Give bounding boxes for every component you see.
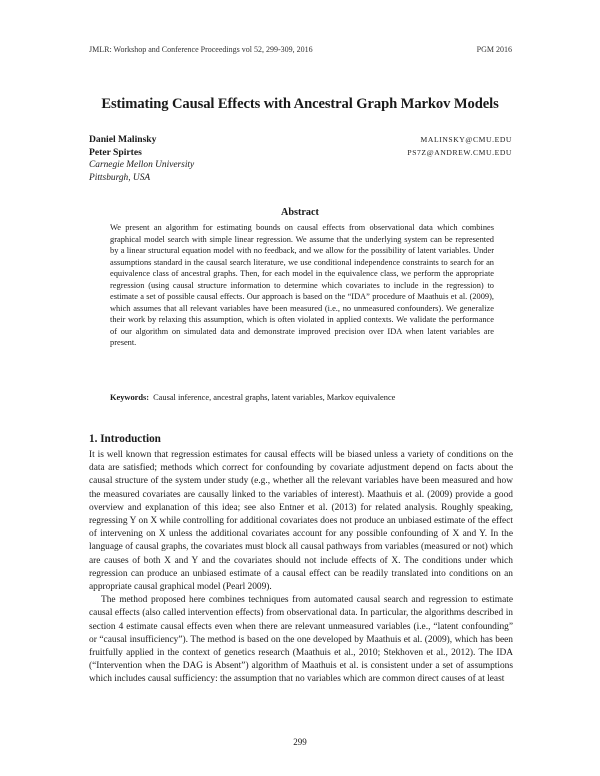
author-email: PS7Z@ANDREW.CMU.EDU [407, 148, 512, 157]
body-paragraph: The method proposed here combines techniques from automated causal search and regression to estimate causal effects (also called intervention effects) from observational data. In particular, the algorithms described in section 4 estimate causal effects even when there are relevant unmeasured variables (i.e., “latent confounding” or “causal insufficiency”). The method is based on the one developed by Maathuis et al. (2009), which has been fruitfully applied in the context of genetics research (Maathuis et al., 2010; Stekhoven et al., 2012). The IDA (“Intervention when the DAG is Absent”) algorithm of Maathuis et al. is consistent under a set of assumptions which includes causal sufficiency: the assumption that no variables which are common direct causes of at least [89, 595, 513, 685]
body-paragraph: It is well known that regression estimates for causal effects will be biased unless a variety of conditions on the data are satisfied; methods which correct for confounding by covariate adjustment depend on facts about the causal structure of the system under study (e.g., whether all the relevant variables have been measured and how the measured covariates are causally linked to the variables of interest). Maathuis et al. (2009) provide a good overview and explanation of this idea; see also Entner et al. (2013) for related analysis. Roughly speaking, regressing Y on X while controlling for additional covariates does not produce an unbiased estimate of the effect of intervening on X unless the additional covariates account for any possible confounding of X and Y. In the language of causal graphs, the covariates must block all causal pathways from variables (measured or not) which are causes of both X and Y and the covariates should not include effects of X. The conditions under which regression can produce an unbiased estimate of a causal effect can be readily translated into conditions on an appropriate causal graphical model (Pearl 2009). [89, 450, 513, 593]
keywords [110, 393, 494, 402]
keywords-label: Keywords: [110, 393, 150, 402]
page-number: 299 [293, 737, 307, 747]
section-body [89, 449, 513, 687]
paper-title: Estimating Causal Effects with Ancestral Graph Markov Models [101, 96, 499, 112]
keywords-list: Causal inference, ancestral graphs, latent variables, Markov equivalence [153, 393, 396, 402]
author-email: MALINSKY@CMU.EDU [420, 135, 512, 144]
abstract-heading: Abstract [281, 207, 319, 218]
running-header-left: JMLR: Workshop and Conference Proceedings vol 52, 299-309, 2016 [89, 45, 313, 54]
section-heading: 1. Introduction [89, 433, 161, 445]
author-name: Peter Spirtes [89, 147, 142, 158]
affiliation-institution: Carnegie Mellon University [89, 160, 195, 170]
abstract-text: We present an algorithm for estimating bounds on causal effects from observational data which combines graphical model search with simple linear regression. We assume that the underlying system can be represented by a linear structural equation model with no feedback, and we allow for the possibility of latent variables. Under assumptions standard in the causal search literature, we use conditional independence constraints to search for an equivalence class of ancestral graphs. Then, for each model in the equivalence class, we perform the appropriate regression (using causal structure information to determine which covariates to include in the regression) to estimate a set of possible causal effects. Our approach is based on the “IDA” procedure of Maathuis et al. (2009), which assumes that all relevant variables have been measured (i.e., no unmeasured confounders). We generalize their work by relaxing this assumption, which is often violated in applied contexts. We validate the performance of our algorithm on simulated data and demonstrate improved precision over IDA when latent variables are present. [110, 223, 494, 348]
affiliation-location: Pittsburgh, USA [89, 173, 151, 183]
author-name: Daniel Malinsky [89, 134, 157, 145]
running-header-right: PGM 2016 [476, 45, 512, 54]
